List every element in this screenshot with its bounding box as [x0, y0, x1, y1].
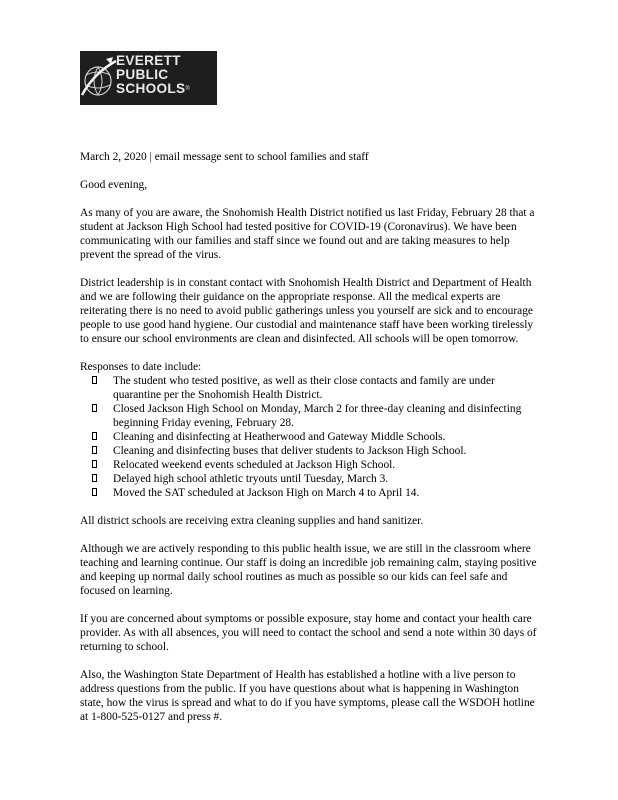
logo-line-1: EVERETT: [116, 53, 181, 68]
paragraph-supplies: All district schools are receiving extra cleaning supplies and hand sanitizer.: [80, 515, 424, 527]
list-item: Delayed high school athletic tryouts until Tuesday, March 3.: [80, 472, 542, 486]
bullet-icon: [92, 376, 97, 384]
list-item: Moved the SAT scheduled at Jackson High on March 4 to April 14.: [80, 486, 542, 500]
list-item: The student who tested positive, as well as their close contacts and family are under quarantine per the Snohomish Health District.: [80, 374, 542, 402]
letter-body: [80, 150, 542, 738]
bullet-icon: [92, 488, 97, 496]
responses-heading: Responses to date include:: [80, 361, 202, 373]
list-item: Closed Jackson High School on Monday, March 2 for three-day cleaning and disinfecting beginning Friday evening, February 28.: [80, 402, 542, 430]
paragraph-symptoms: If you are concerned about symptoms or possible exposure, stay home and contact your health care provider. As with all absences, you will need to contact the school and send a note within 30 days of returning to school.: [80, 613, 537, 653]
paragraph-hotline: Also, the Washington State Department of Health has established a hotline with a live person to address questions from the public. If you have questions about what is happening in Washington state, how the virus is spread and what to do if you have symptoms, please call the WSDOH hotline at 1-800-525-0127 and press #.: [80, 669, 535, 723]
responses-list: [80, 374, 542, 500]
bullet-icon: [92, 432, 97, 440]
paragraph-classroom: Although we are actively responding to this public health issue, we are still in the classroom where teaching and learning continue. Our staff is doing an incredible job remaining calm, staying positive and keeping up normal daily school routines as much as possible so our kids can feel safe and focused on learning.: [80, 543, 537, 597]
list-item: Relocated weekend events scheduled at Jackson High School.: [80, 458, 542, 472]
bullet-icon: [92, 460, 97, 468]
list-item: Cleaning and disinfecting at Heatherwood and Gateway Middle Schools.: [80, 430, 542, 444]
logo-line-3: SCHOOLS: [116, 81, 186, 96]
bullet-icon: [92, 404, 97, 412]
everett-public-schools-logo: [80, 51, 217, 105]
date-header: March 2, 2020 | email message sent to school families and staff: [80, 151, 369, 163]
logo-wordmark: [116, 54, 216, 96]
list-item: Cleaning and disinfecting buses that deliver students to Jackson High School.: [80, 444, 542, 458]
paragraph-leadership: District leadership is in constant contact with Snohomish Health District and Department of Health and we are following their guidance on the appropriate response. All the medical experts are reiterating there is no need to avoid public gatherings unless you yourself are sick and to encourage people to use good hand hygiene. Our custodial and maintenance staff have been working tirelessly to ensure our school environments are clean and disinfected. All schools will be open tomorrow.: [80, 277, 534, 345]
registered-mark: ®: [185, 86, 191, 92]
greeting: Good evening,: [80, 179, 148, 191]
bullet-icon: [92, 474, 97, 482]
globe-swoosh-icon: [80, 51, 120, 105]
logo-line-2: PUBLIC: [116, 67, 169, 82]
bullet-icon: [92, 446, 97, 454]
paragraph-intro: As many of you are aware, the Snohomish Health District notified us last Friday, February 28 that a student at Jackson High School had tested positive for COVID-19 (Coronavirus). We have been communicating with our families and staff since we found out and are taking measures to help prevent the spread of the virus.: [80, 207, 535, 261]
